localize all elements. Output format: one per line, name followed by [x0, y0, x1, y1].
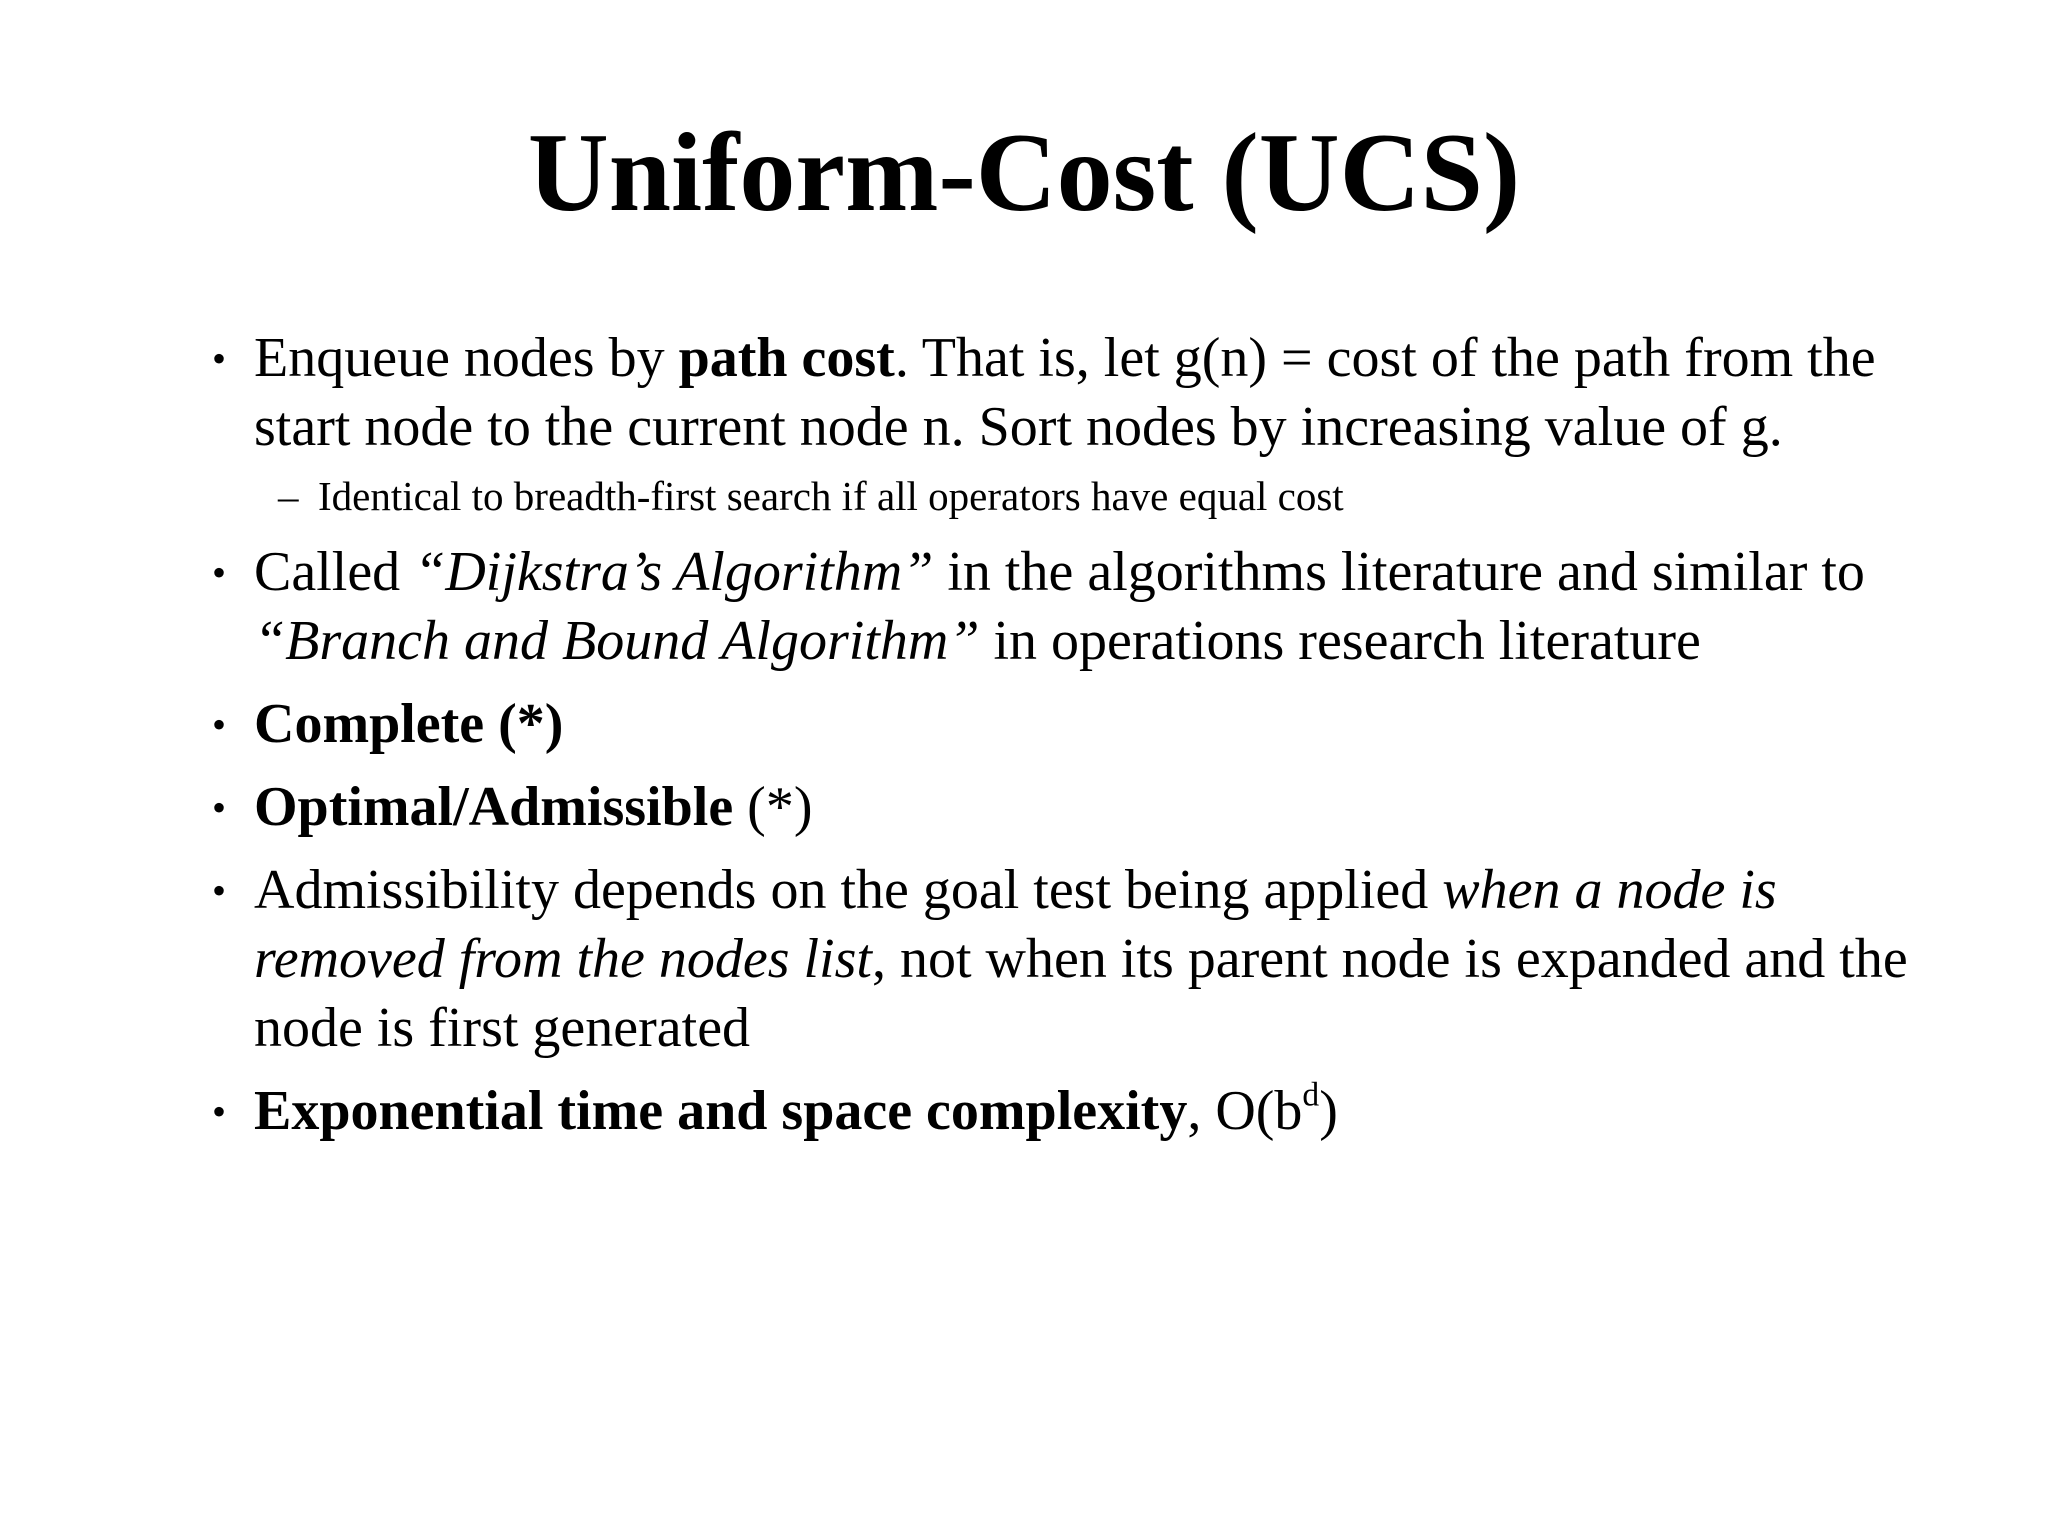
item-text: (*) [733, 776, 813, 838]
item-italic-text: “Dijkstra’s Algorithm” [414, 541, 934, 603]
item-bold-text: Complete (*) [254, 693, 564, 755]
bullet-item-dijkstra [200, 538, 1960, 676]
dash-icon: – [278, 473, 299, 519]
sub-bullet-item-bfs [200, 469, 1960, 524]
bullet-list [200, 324, 1960, 1146]
item-text: Called [254, 541, 415, 603]
item-bold-text: Exponential time and space complexity [254, 1080, 1188, 1142]
item-text: , not when its parent node is expanded and the node is first generated [254, 928, 1908, 1059]
bullet-icon: • [212, 336, 227, 381]
bullet-item-complete [200, 690, 1960, 759]
item-italic-text: when a node is removed from the nodes list [254, 859, 1777, 990]
item-text: Enqueue nodes by [254, 327, 679, 389]
item-text: in the algorithms literature and similar to [933, 541, 1865, 603]
bullet-item-path-cost [200, 324, 1960, 462]
bullet-icon: • [212, 550, 227, 595]
item-italic-text: “Branch and Bound Algorithm” [254, 610, 980, 672]
item-text: Admissibility depends on the goal test being applied [254, 859, 1443, 921]
item-bold-text: path cost [678, 327, 895, 389]
bullet-icon: • [212, 702, 227, 747]
bullet-item-admissibility [200, 856, 1960, 1063]
bullet-item-complexity [200, 1077, 1960, 1146]
item-bold-text: Optimal/Admissible [254, 776, 734, 838]
superscript-d: d [1302, 1076, 1320, 1114]
item-text: ) [1319, 1080, 1338, 1142]
item-text: . That is, let g(n) = cost of the path from the start node to the current node n. Sort nodes by increasing value of g. [254, 327, 1876, 458]
bullet-icon: • [212, 1089, 227, 1134]
sub-item-text: Identical to breadth-first search if all operators have equal cost [318, 473, 1344, 519]
item-text: , O(b [1187, 1080, 1303, 1142]
bullet-icon: • [212, 785, 227, 830]
item-text: in operations research literature [979, 610, 1701, 672]
slide-title: Uniform-Cost (UCS) [527, 111, 1521, 235]
bullet-item-optimal [200, 773, 1960, 842]
bullet-icon: • [212, 868, 227, 913]
